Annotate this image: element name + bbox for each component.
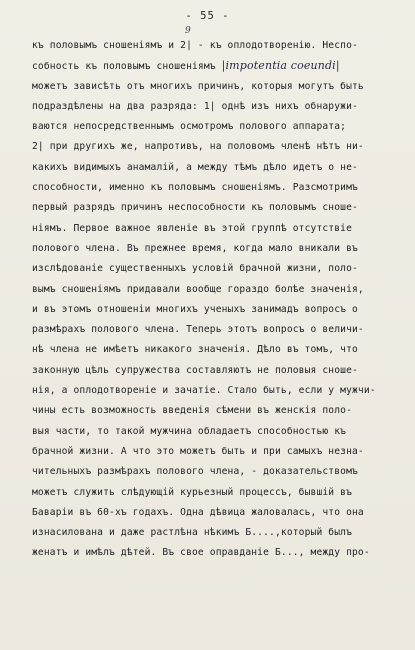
text-line: способности, именно къ половымъ сношеніямъ. Разсмотримъ (32, 182, 358, 194)
text-line: выя части, то такой мужчина обладаетъ способностью къ (32, 425, 347, 437)
text-line: чительныхъ размѣрахъ полового члена, - доказательствомъ (32, 466, 358, 478)
text-line: брачной жизни. А что это можетъ быть и при самыхъ незна- (32, 445, 364, 457)
text-line: ніямъ. Первое важное явленіе въ этой группѣ отсутствіе (32, 222, 352, 234)
text-line: чины есть возможность введенія сѣмени въ женскія поло- (32, 405, 352, 417)
text-line: изнасилована и даже растлѣна нѣкимъ Б....,который былъ (32, 527, 352, 539)
text-line: ваются непосредственнымъ осмотромъ полового аппарата; (32, 121, 347, 133)
page-number: - 55 - (185, 10, 230, 22)
text-line: 2| при другихъ же, напротивъ, на половомъ членѣ нѣтъ ни- (32, 141, 364, 153)
handwritten-insertion: |impotentia coeundi| (221, 59, 340, 73)
text-line: женатъ и имѣлъ дѣтей. Въ свое оправданіе Б..., между про- (32, 547, 370, 559)
text-line: собность къ половымъ сношеніямъ |impotentia coeundi| (32, 59, 340, 73)
text-line: размѣрахъ полового члена. Теперь этотъ вопросъ о величи- (32, 324, 364, 336)
text-line: вымъ сношеніямъ придавали вообще гораздо болѣе значенія, (32, 283, 364, 295)
text-line: нѣ члена не имѣетъ никакого значенія. Дѣло въ томъ, что (32, 344, 358, 356)
text-line: можетъ служить слѣдующій курьезный процессъ, бывшій въ (32, 486, 352, 498)
handwritten-margin-mark: 9 (185, 26, 191, 36)
text-line: законную цѣль супружества составляютъ не половыя сноше- (32, 364, 358, 376)
text-line: нія, а оплодотвореніе и зачатіе. Стало быть, если у мужчи- (32, 385, 376, 397)
body-text (32, 36, 404, 564)
text-line: подраздѣлены на два разряда: 1| однѣ изъ нихъ обнаружи- (32, 100, 358, 112)
text-line: полового члена. Въ прежнее время, когда мало вникали въ (32, 242, 358, 254)
text-line: Баваріи въ 60-хъ годахъ. Одна дѣвица жаловалась, что она (32, 506, 364, 518)
text-line: къ половымъ сношеніямъ и 2| - къ оплодотворенію. Неспо- (32, 40, 358, 51)
text-line: можетъ зависѣть отъ многихъ причинъ, которыя могутъ быть (32, 80, 364, 92)
text-line: какихъ видимыхъ анамалій, а между тѣмъ дѣло идетъ о не- (32, 161, 358, 173)
text-line: изслѣдованіе существенныхъ условій брачной жизни, поло- (32, 263, 358, 275)
text-line: первый разрядъ причинъ неспособности къ половымъ сноше- (32, 202, 358, 214)
text-line: и въ этомъ отношеніи многихъ ученыхъ занимадъ вопросъ о (32, 303, 358, 315)
